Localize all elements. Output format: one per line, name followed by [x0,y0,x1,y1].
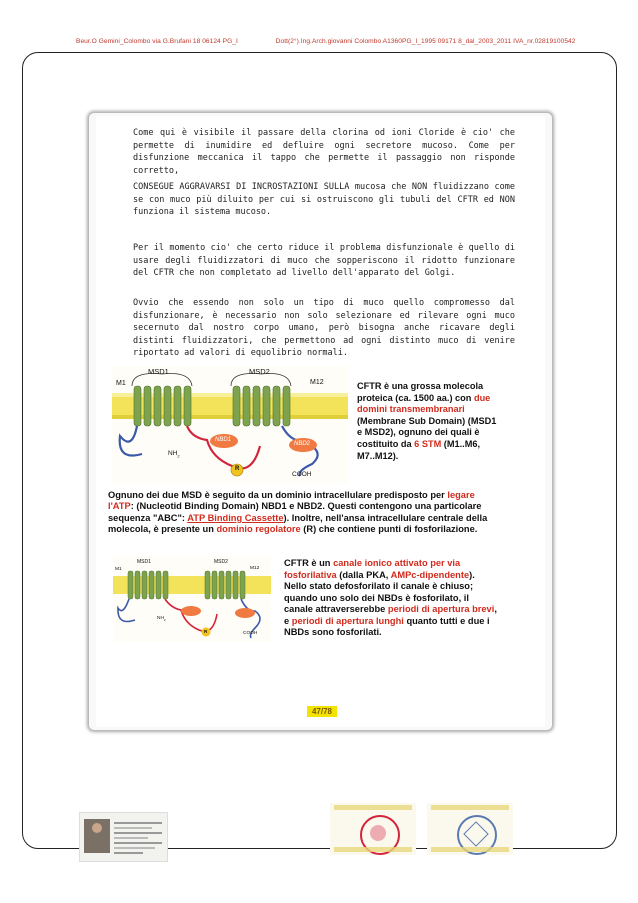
label-m1: M1 [116,380,126,387]
label-r: R [235,466,240,472]
cftr-diagram-2 [113,556,271,642]
label-cooh: COOH [292,471,312,478]
cftr-diagram-1 [112,366,348,484]
stamp-image-2 [427,803,513,855]
slide-page-number: 47/78 [307,706,337,717]
paragraph-5: Ognuno dei due MSD è seguito da un dominio intracellulare predisposto per legare l'ATP: (Nucleotid Binding Domain) NBD1 e NBD2. Questi contengono una particolare sequenza "ABC": ATP Binding Cassette). Inoltre, nell'ansa intracellulare centrale della molecola, è presente un dominio regolatore (R) che contiene punti di fosforilazione. [108,490,488,535]
header-address: Beur.O Gemini_Colombo via G.Brufani 18 06124 PG_I [76,38,238,45]
fig2-label-msd1: MSD1 [137,559,151,565]
label-nbd1: NBD1 [215,437,232,443]
paragraph-1: Come qui è visibile il passare della clorina od ioni Cloride è cio' che permette di inumidire ed defluire ogni secretore mucoso. Come per disfunzione meccanica il tappo che permette il passaggio non risponde corretto, [133,128,515,176]
label-nbd2: NBD2 [294,441,311,447]
page-header [76,38,575,45]
fig2-label-m12: M12 [250,566,260,571]
fig2-label-m1: M1 [115,567,122,572]
stamp-image-1 [330,803,416,855]
label-msd1: MSD1 [148,367,169,376]
header-credentials: Dott(2°).Ing.Arch.giovanni Colombo A1360PG_I_1995 09171 8_dal_2003_2011 IVA_nr.02819100542 [275,38,576,45]
business-card-image [79,812,168,862]
label-msd2: MSD2 [249,367,270,376]
label-nh2: $NH_2$ [168,450,180,459]
paragraph-2: CONSEGUE AGGRAVARSI DI INCROSTAZIONI SULLA mucosa che NON fluidizzano come se con muco più diluito per cui si ostruiscono gli tubuli del CFTR ed NON funziona il sistema mucoso. [133,182,515,218]
label-m12: M12 [310,379,324,386]
fig2-label-r: R [204,629,208,634]
caption-2: CFTR è un canale ionico attivato per via fosforilativa (dalla PKA, AMPc-dipendente). Nello stato defosforilato il canale è chiuso; quando uno solo dei NBDs è fosforilato, il canale attraverserebbe periodi di apertura brevi, e periodi di apertura lunghi quanto tutti e due i NBDs sono fosforilati. [284,558,497,637]
fig2-label-cooh: COOH [243,631,258,636]
fig2-label-msd2: MSD2 [214,559,228,565]
paragraph-4: Ovvio che essendo non solo un tipo di muco quello compromesso dal disfunzionare, è necessario non solo selezionare ed rilevare ogni muco secernuto dal nostro corpo umano, però bisogna anche ricavare degli distinti fluidizzatori, che permettono ad ogni distinto muco di venire riportato ad valori di equolibrio normali. [133,298,515,359]
paragraph-3: Per il momento cio' che certo riduce il problema disfunzionale è quello di usare degli fluidizzatori di muco che sopperiscono il ridotto funzionare del CFTR che non completato ad livello dell'apparato del Golgi. [133,243,515,279]
fig2-label-nh2: $NH_2$ [157,616,166,622]
caption-1: CFTR è una grossa molecola proteica (ca. 1500 aa.) con due domini transmembranari (Membrane Sub Domain) (MSD1 e MSD2), ognuno dei quali è costituito da 6 STM (M1..M6, M7..M12). [357,381,497,461]
